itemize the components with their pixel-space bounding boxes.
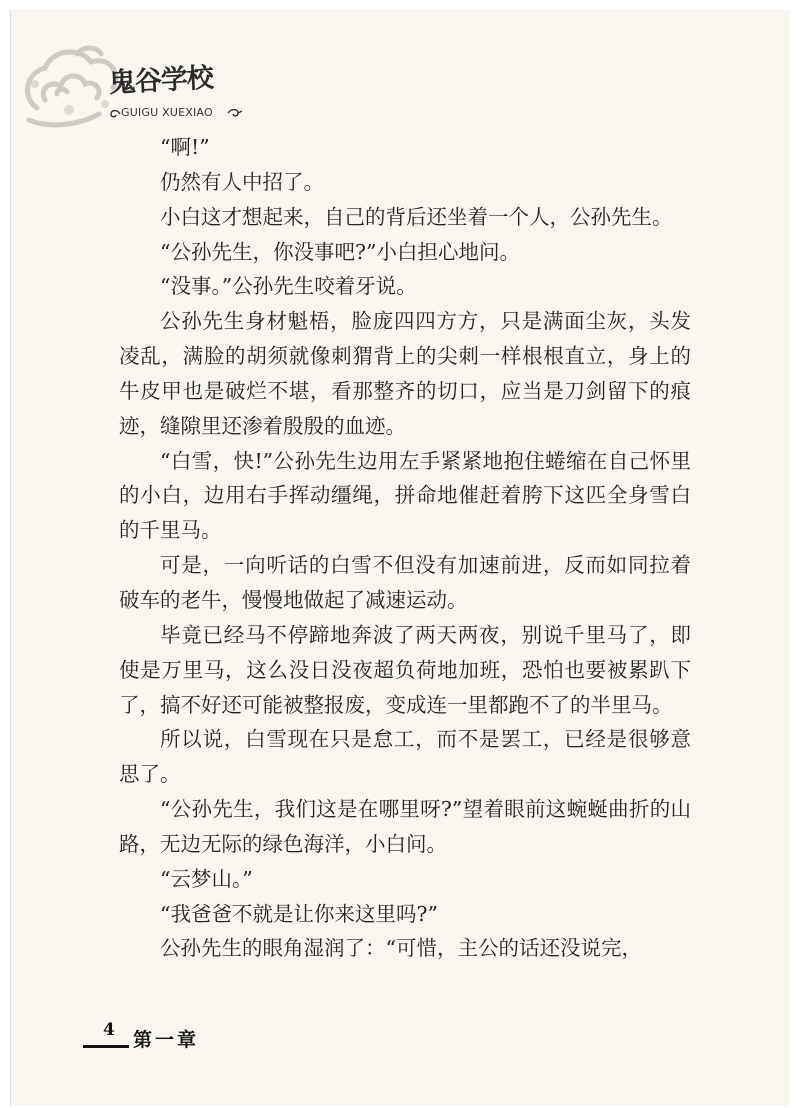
- swirl-left-icon: [109, 108, 121, 120]
- body-text: [119, 130, 691, 966]
- paragraph: “云梦山。”: [160, 866, 253, 891]
- page-number-rule: [83, 1045, 129, 1048]
- paragraph: 毕竟已经马不停蹄地奔波了两天两夜，别说千里马了，即使是万里马，这么没日没夜超负荷地加班，恐怕也要被累趴下了，搞不好还可能被整报废，变成连一里都跑不了的半里马。: [119, 622, 691, 717]
- paragraph: 公孙先生的眼角湿润了：“可惜，主公的话还没说完，: [160, 936, 642, 961]
- paragraph: 仍然有人中招了。: [160, 169, 324, 194]
- paragraph: “公孙先生，我们这是在哪里呀?”望着眼前这蜿蜒曲折的山路，无边无际的绿色海洋，小白问。: [119, 797, 691, 856]
- logo-title: 鬼谷学校: [108, 62, 214, 99]
- paragraph: 公孙先生身材魁梧，脸庞四四方方，只是满面尘灰，头发凌乱，满脸的胡须就像刺猬背上的尖刺一样根根直立，身上的牛皮甲也是破烂不堪，看那整齐的切口，应当是刀剑留下的痕迹，缝隙里还渗着殷殷的血迹。: [119, 309, 691, 438]
- paragraph: 所以说，白雪现在只是怠工，而不是罢工，已经是很够意思了。: [119, 727, 691, 787]
- paragraph: 可是，一向听话的白雪不但没有加速前进，反而如同拉着破车的老牛，慢慢地做起了减速运动。: [119, 553, 691, 612]
- chapter-label: 第一章: [133, 1029, 200, 1051]
- paragraph: “白雪，快!”公孙先生边用左手紧紧地抱住蜷缩在自己怀里的小白，边用右手挥动缰绳，拼命地催赶着胯下这匹全身雪白的千里马。: [119, 448, 691, 543]
- paragraph: 小白这才想起来，自己的背后还坐着一个人，公孙先生。: [160, 204, 673, 229]
- swirl-right-icon: [227, 107, 243, 119]
- paragraph: “没事。”公孙先生咬着牙说。: [160, 274, 417, 299]
- page-number: 4: [103, 1020, 115, 1040]
- page-footer: [83, 1020, 283, 1070]
- paragraph: “啊!”: [160, 135, 210, 159]
- logo-subtitle: GUIGU XUEXIAO: [121, 106, 213, 119]
- book-logo: [108, 62, 249, 128]
- paragraph: “公孙先生，你没事吧?”小白担心地问。: [160, 239, 520, 264]
- paragraph: “我爸爸不就是让你来这里吗?”: [160, 901, 438, 926]
- book-page: [10, 10, 789, 1106]
